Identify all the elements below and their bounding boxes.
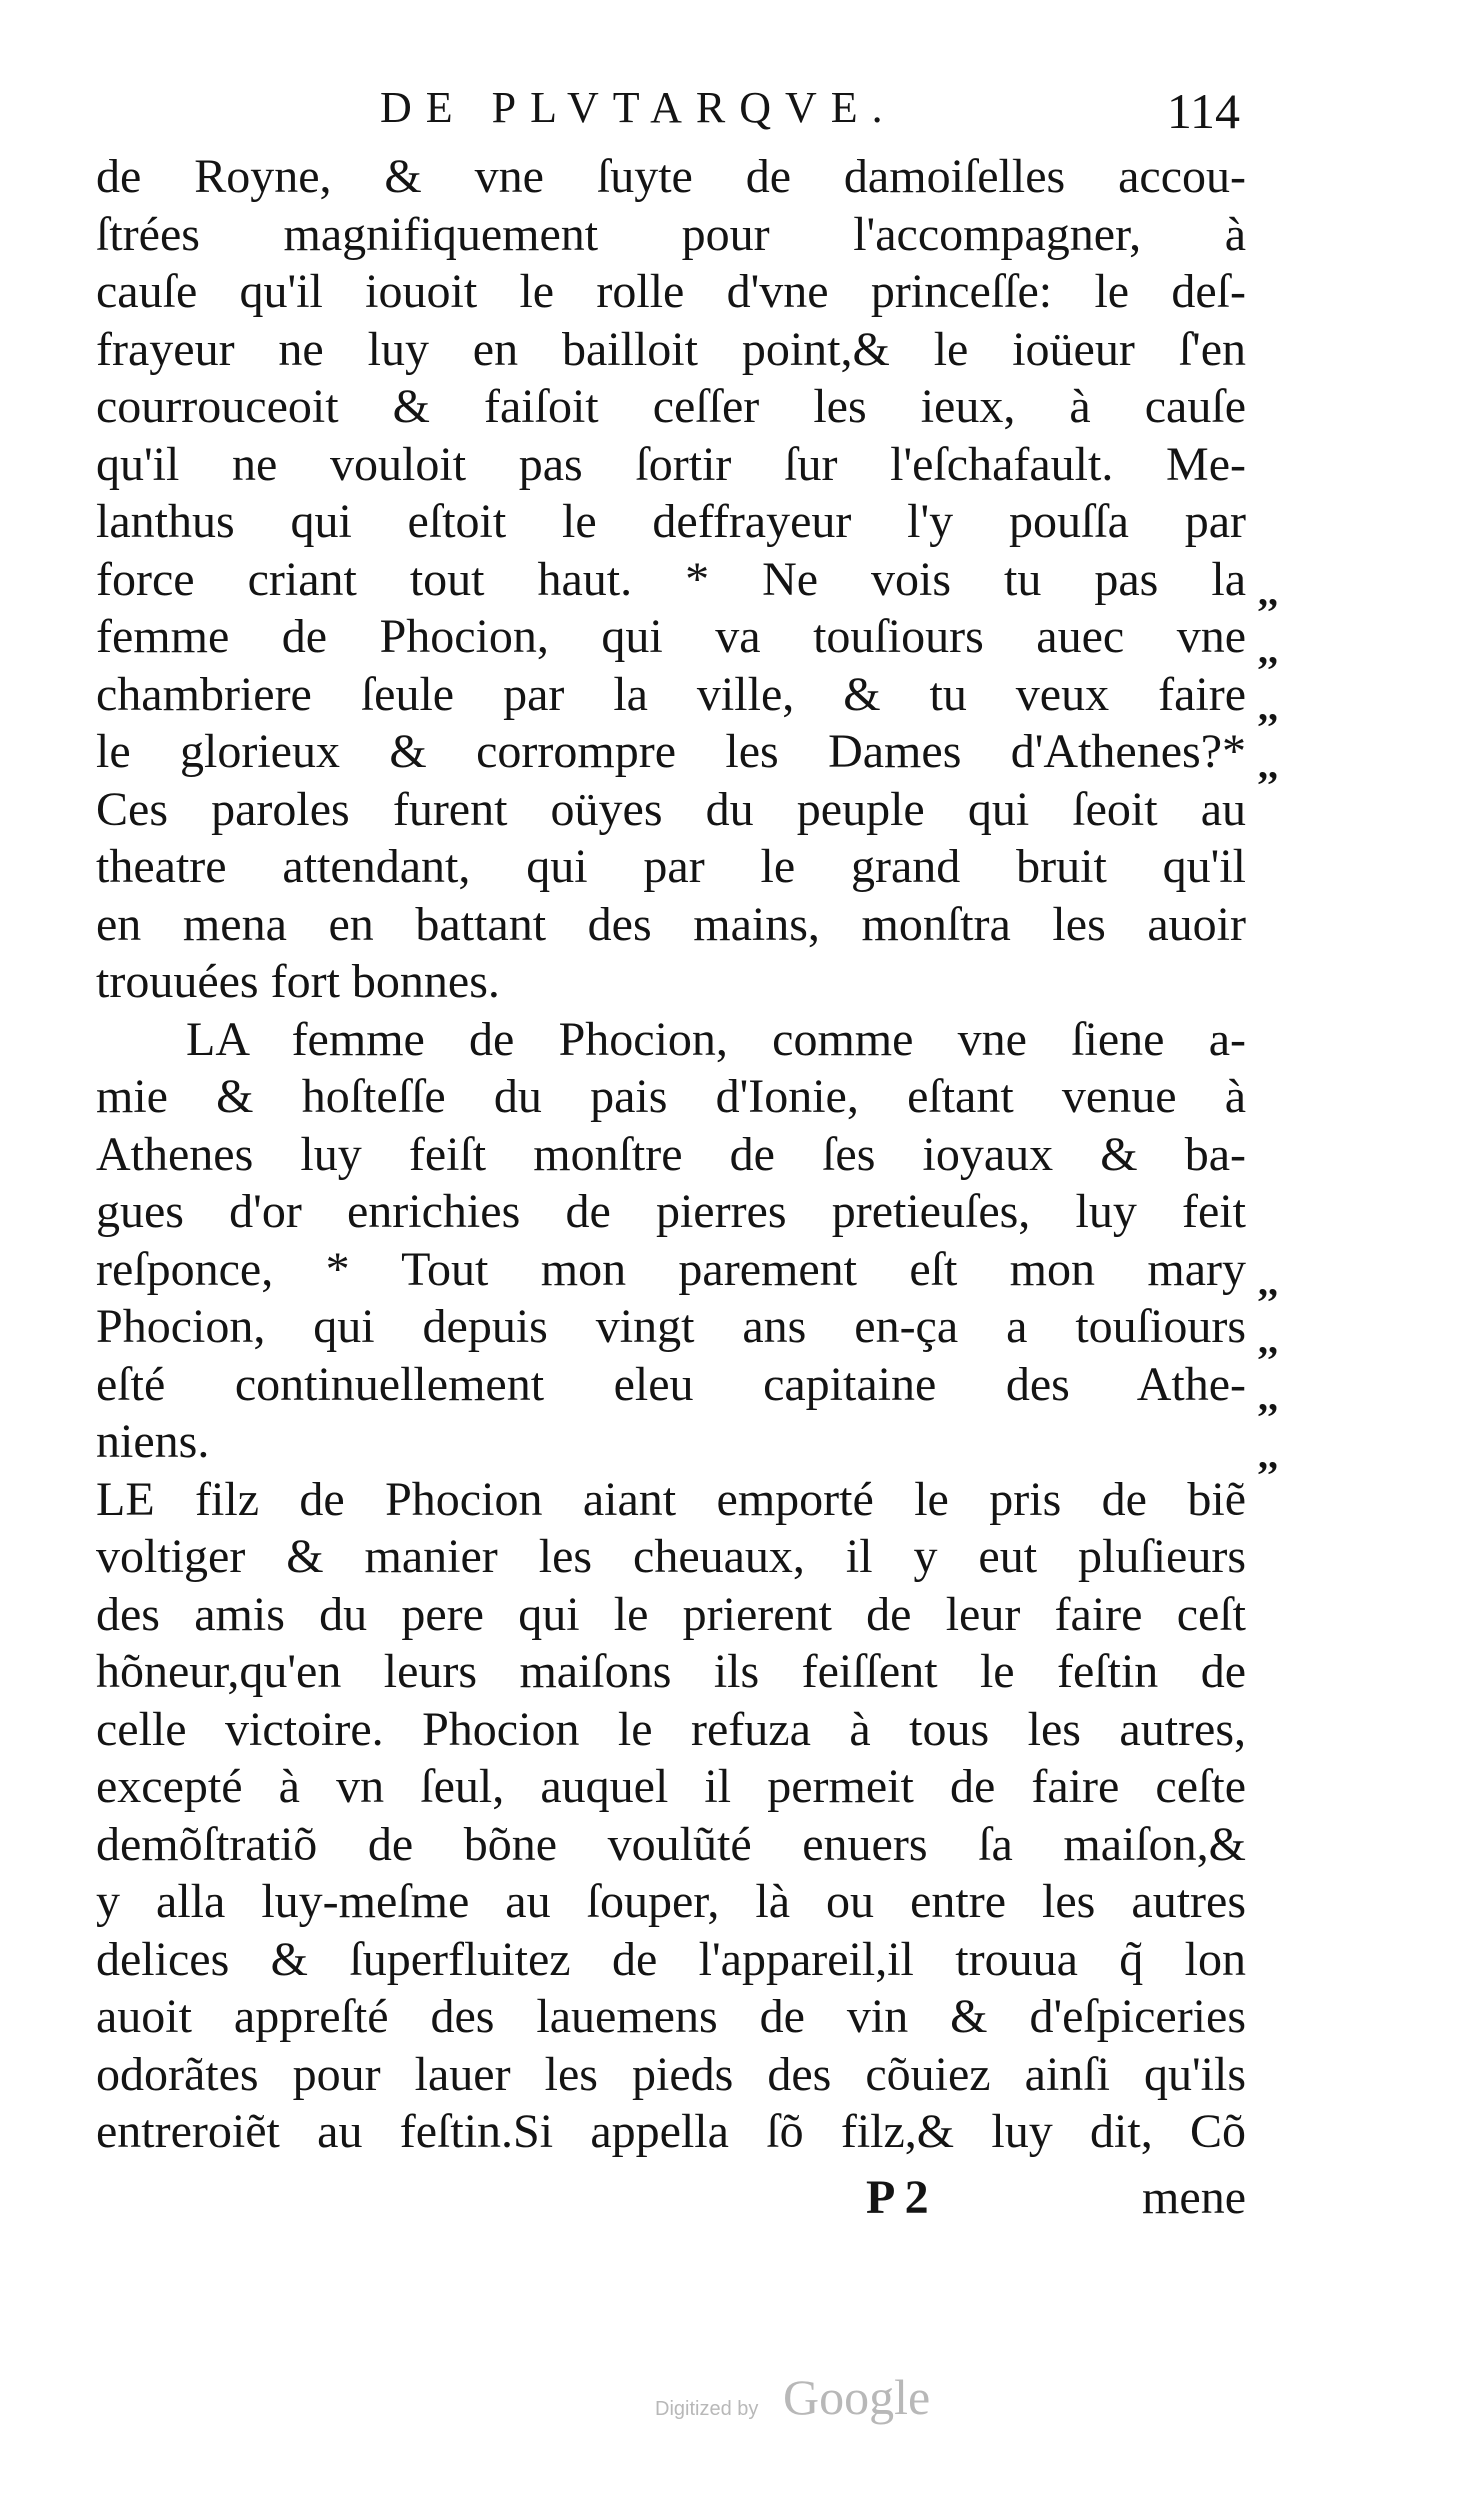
page-number: 114 [1166,83,1240,139]
text-line: des amis du pere qui le prierent de leur faire ceſt [96,1587,1246,1641]
watermark-caption: Digitized by [655,2398,759,2420]
text-line: en mena en battant des mains, monſtra les auoir [96,897,1246,951]
text-line: celle victoire. Phocion le refuza à tous les autres, [96,1702,1246,1756]
text-line: voltiger & manier les cheuaux, il y eut pluſieurs [96,1530,1246,1583]
catchword: mene [1142,2171,1246,2224]
text-line: excepté à vn ſeul, auquel il permeit de faire ceſte [96,1760,1246,1813]
text-line: Ces paroles furent oüyes du peuple qui ſeoit au [96,782,1246,836]
text-line: qu'il ne vouloit pas ſortir ſur l'eſchafault. Me- [96,437,1246,491]
text-line: courrouceoit & faiſoit ceſſer les ieux, à cauſe [96,380,1246,433]
text-line: entreroiẽt au feſtin.Si appella ſõ filz,& luy dit, Cõ [96,2105,1246,2158]
quote-mark: ,, [1258,626,1278,672]
text-line: niens. [96,1415,210,1468]
text-line: y alla luy-meſme au ſouper, là ou entre les autres [96,1875,1246,1928]
page-header [300,82,1240,152]
text-line: demõſtratiõ de bõne voulũté enuers ſa maiſon,& [96,1817,1246,1871]
text-line: delices & ſuperfluitez de l'appareil,il trouua q̃ lon [96,1932,1246,1986]
text-line: cauſe qu'il iouoit le rolle d'vne princeſſe: le deſ- [96,265,1246,318]
quote-mark: ,, [1258,1316,1278,1362]
text-line: hõneur,qu'en leurs maiſons ils feiſſent le feſtin de [96,1645,1246,1698]
text-line: ſtrées magnifiquement pour l'accompagner, à [96,207,1246,261]
digitization-watermark [655,2368,975,2428]
text-line: trouuées fort bonnes. [96,955,500,1008]
text-line: de Royne, & vne ſuyte de damoiſelles accou- [96,150,1246,203]
text-line: reſponce, * Tout mon parement eſt mon mary [96,1242,1246,1296]
text-line: eſté continuellement eleu capitaine des Athe- [96,1357,1246,1411]
body-text [96,148,1246,2161]
paragraph-start-line: LA femme de Phocion, comme vne ſiene a- [186,1012,1246,1066]
text-line: chambriere ſeule par la ville, & tu veux faire [96,667,1246,721]
quote-mark: ,, [1258,1431,1278,1477]
paragraph-start-line: LE filz de Phocion aiant emporté le pris de biẽ [96,1472,1246,1526]
running-head: DE PLVTARQVE. [380,83,897,132]
text-line: femme de Phocion, qui va touſiours auec vne [96,610,1246,663]
signature-mark: P 2 [866,2171,929,2224]
quote-mark: ,, [1258,684,1278,729]
google-logo: Google [783,2369,931,2425]
margin-quote-marks [1258,1253,1348,1483]
text-line: mie & hoſteſſe du pais d'Ionie, eſtant venue à [96,1070,1246,1123]
page-footer [96,2170,1246,2230]
text-line: odorãtes pour lauer les pieds des cõuiez ainſi qu'ils [96,2047,1246,2101]
text-line: Athenes luy feiſt monſtre de ſes ioyaux & ba- [96,1127,1246,1181]
quote-mark: ,, [1258,1374,1278,1419]
text-line: lanthus qui eſtoit le deffrayeur l'y pouſſa par [96,495,1246,548]
text-line: Phocion, qui depuis vingt ans en-ça a touſiours [96,1300,1246,1353]
quote-mark: ,, [1258,1259,1278,1304]
text-line: force criant tout haut. * Ne vois tu pas la [96,552,1246,606]
text-line: theatre attendant, qui par le grand bruit qu'il [96,840,1246,893]
margin-quote-marks [1258,563,1348,793]
text-line: auoit appreſté des lauemens de vin & d'eſpiceries [96,1990,1246,2043]
text-line: gues d'or enrichies de pierres pretieuſes, luy feit [96,1185,1246,1238]
text-line: le glorieux & corrompre les Dames d'Athenes?* [96,725,1246,778]
quote-mark: ,, [1258,569,1278,614]
text-line: frayeur ne luy en bailloit point,& le ioüeur ſ'en [96,322,1246,376]
quote-mark: ,, [1258,741,1278,787]
